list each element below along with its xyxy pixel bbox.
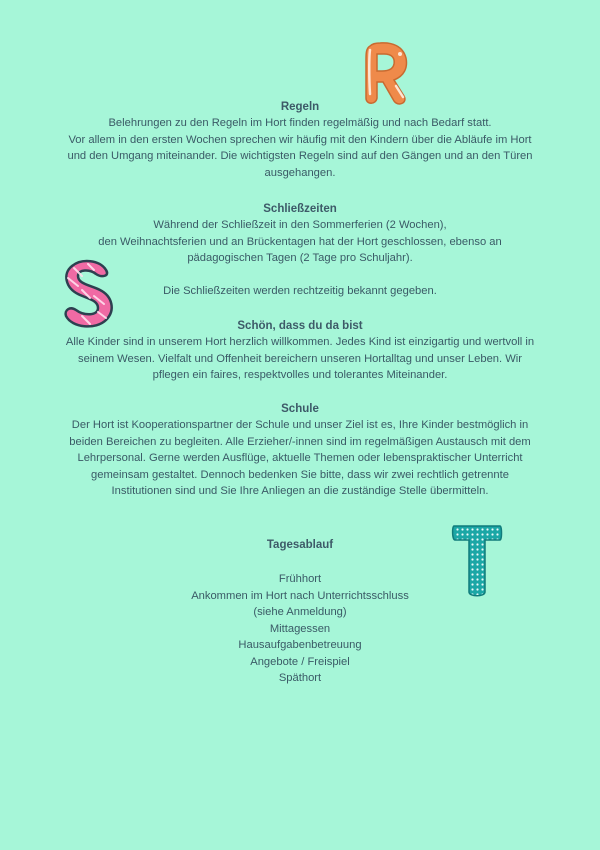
regeln-line: und den Umgang miteinander. Die wichtigsten Regeln sind auf den Gängen und an den Türen	[67, 150, 533, 162]
schliesszeiten-line: pädagogischen Tagen (2 Tage pro Schuljahr).	[187, 252, 413, 264]
schliesszeiten-note: Die Schließzeiten werden rechtzeitig bekannt gegeben.	[163, 284, 437, 297]
willkommen-line: Alle Kinder sind in unserem Hort herzlich willkommen. Jedes Kind ist einzigartig und wertvoll in	[65, 336, 535, 348]
schliesszeiten-line: den Weihnachtsferien und an Brückentagen hat der Hort geschlossen, ebenso an	[98, 235, 502, 248]
heading-schliesszeiten: Schließzeiten	[263, 203, 337, 215]
schule-line: Institutionen sind und Sie Ihre Anliegen an die zuständige Stelle übermitteln.	[111, 485, 489, 497]
section-tagesablauf	[40, 537, 560, 687]
heading-schule: Schule	[281, 403, 319, 415]
schule-line: beiden Bereichen zu begleiten. Alle Erzieher/-innen sind im regelmäßigen Austausch mit dem	[69, 435, 531, 448]
regeln-line: Belehrungen zu den Regeln im Hort finden regelmäßig und nach Bedarf statt.	[108, 117, 492, 129]
heading-regeln: Regeln	[280, 101, 320, 113]
schule-line: Der Hort ist Kooperationspartner der Schule und unser Ziel ist es, Ihre Kinder bestmöglich in	[71, 419, 529, 431]
section-schliesszeiten	[40, 201, 560, 299]
regeln-line: Vor allem in den ersten Wochen sprechen wir häufig mit den Kindern über die Abläufe im Hort	[68, 133, 532, 146]
schedule-item: Angebote / Freispiel	[250, 655, 350, 668]
willkommen-line: pflegen ein faires, respektvolles und tolerantes Miteinander.	[152, 369, 448, 381]
section-willkommen	[40, 318, 560, 384]
schule-line: gemeinsam gestaltet. Dennoch bedenken Sie bitte, dass wir zwei rechtlich getrennte	[91, 468, 509, 481]
schule-line: Lehrpersonal. Gerne werden Ausflüge, aktuelle Themen oder lebenspraktischer Unterricht	[77, 452, 523, 464]
regeln-line: ausgehangen.	[264, 166, 336, 179]
heading-tagesablauf: Tagesablauf	[266, 539, 334, 551]
section-regeln	[40, 99, 560, 181]
schliesszeiten-line: Während der Schließzeit in den Sommerferien (2 Wochen),	[153, 219, 447, 231]
schedule-item: Mittagessen	[269, 622, 331, 635]
section-schule	[40, 401, 560, 500]
schedule-item: Ankommen im Hort nach Unterrichtsschluss	[191, 589, 409, 602]
heading-willkommen: Schön, dass du da bist	[237, 320, 363, 332]
willkommen-line: seinem Wesen. Vielfalt und Offenheit bereichern unseren Hortalltag und unser Leben. Wir	[77, 352, 523, 365]
schedule-item: Hausaufgabenbetreuung	[238, 639, 362, 651]
schedule-item: Frühhort	[278, 573, 322, 585]
schedule-item: (siehe Anmeldung)	[253, 606, 347, 618]
schedule-item: Späthort	[278, 672, 322, 684]
